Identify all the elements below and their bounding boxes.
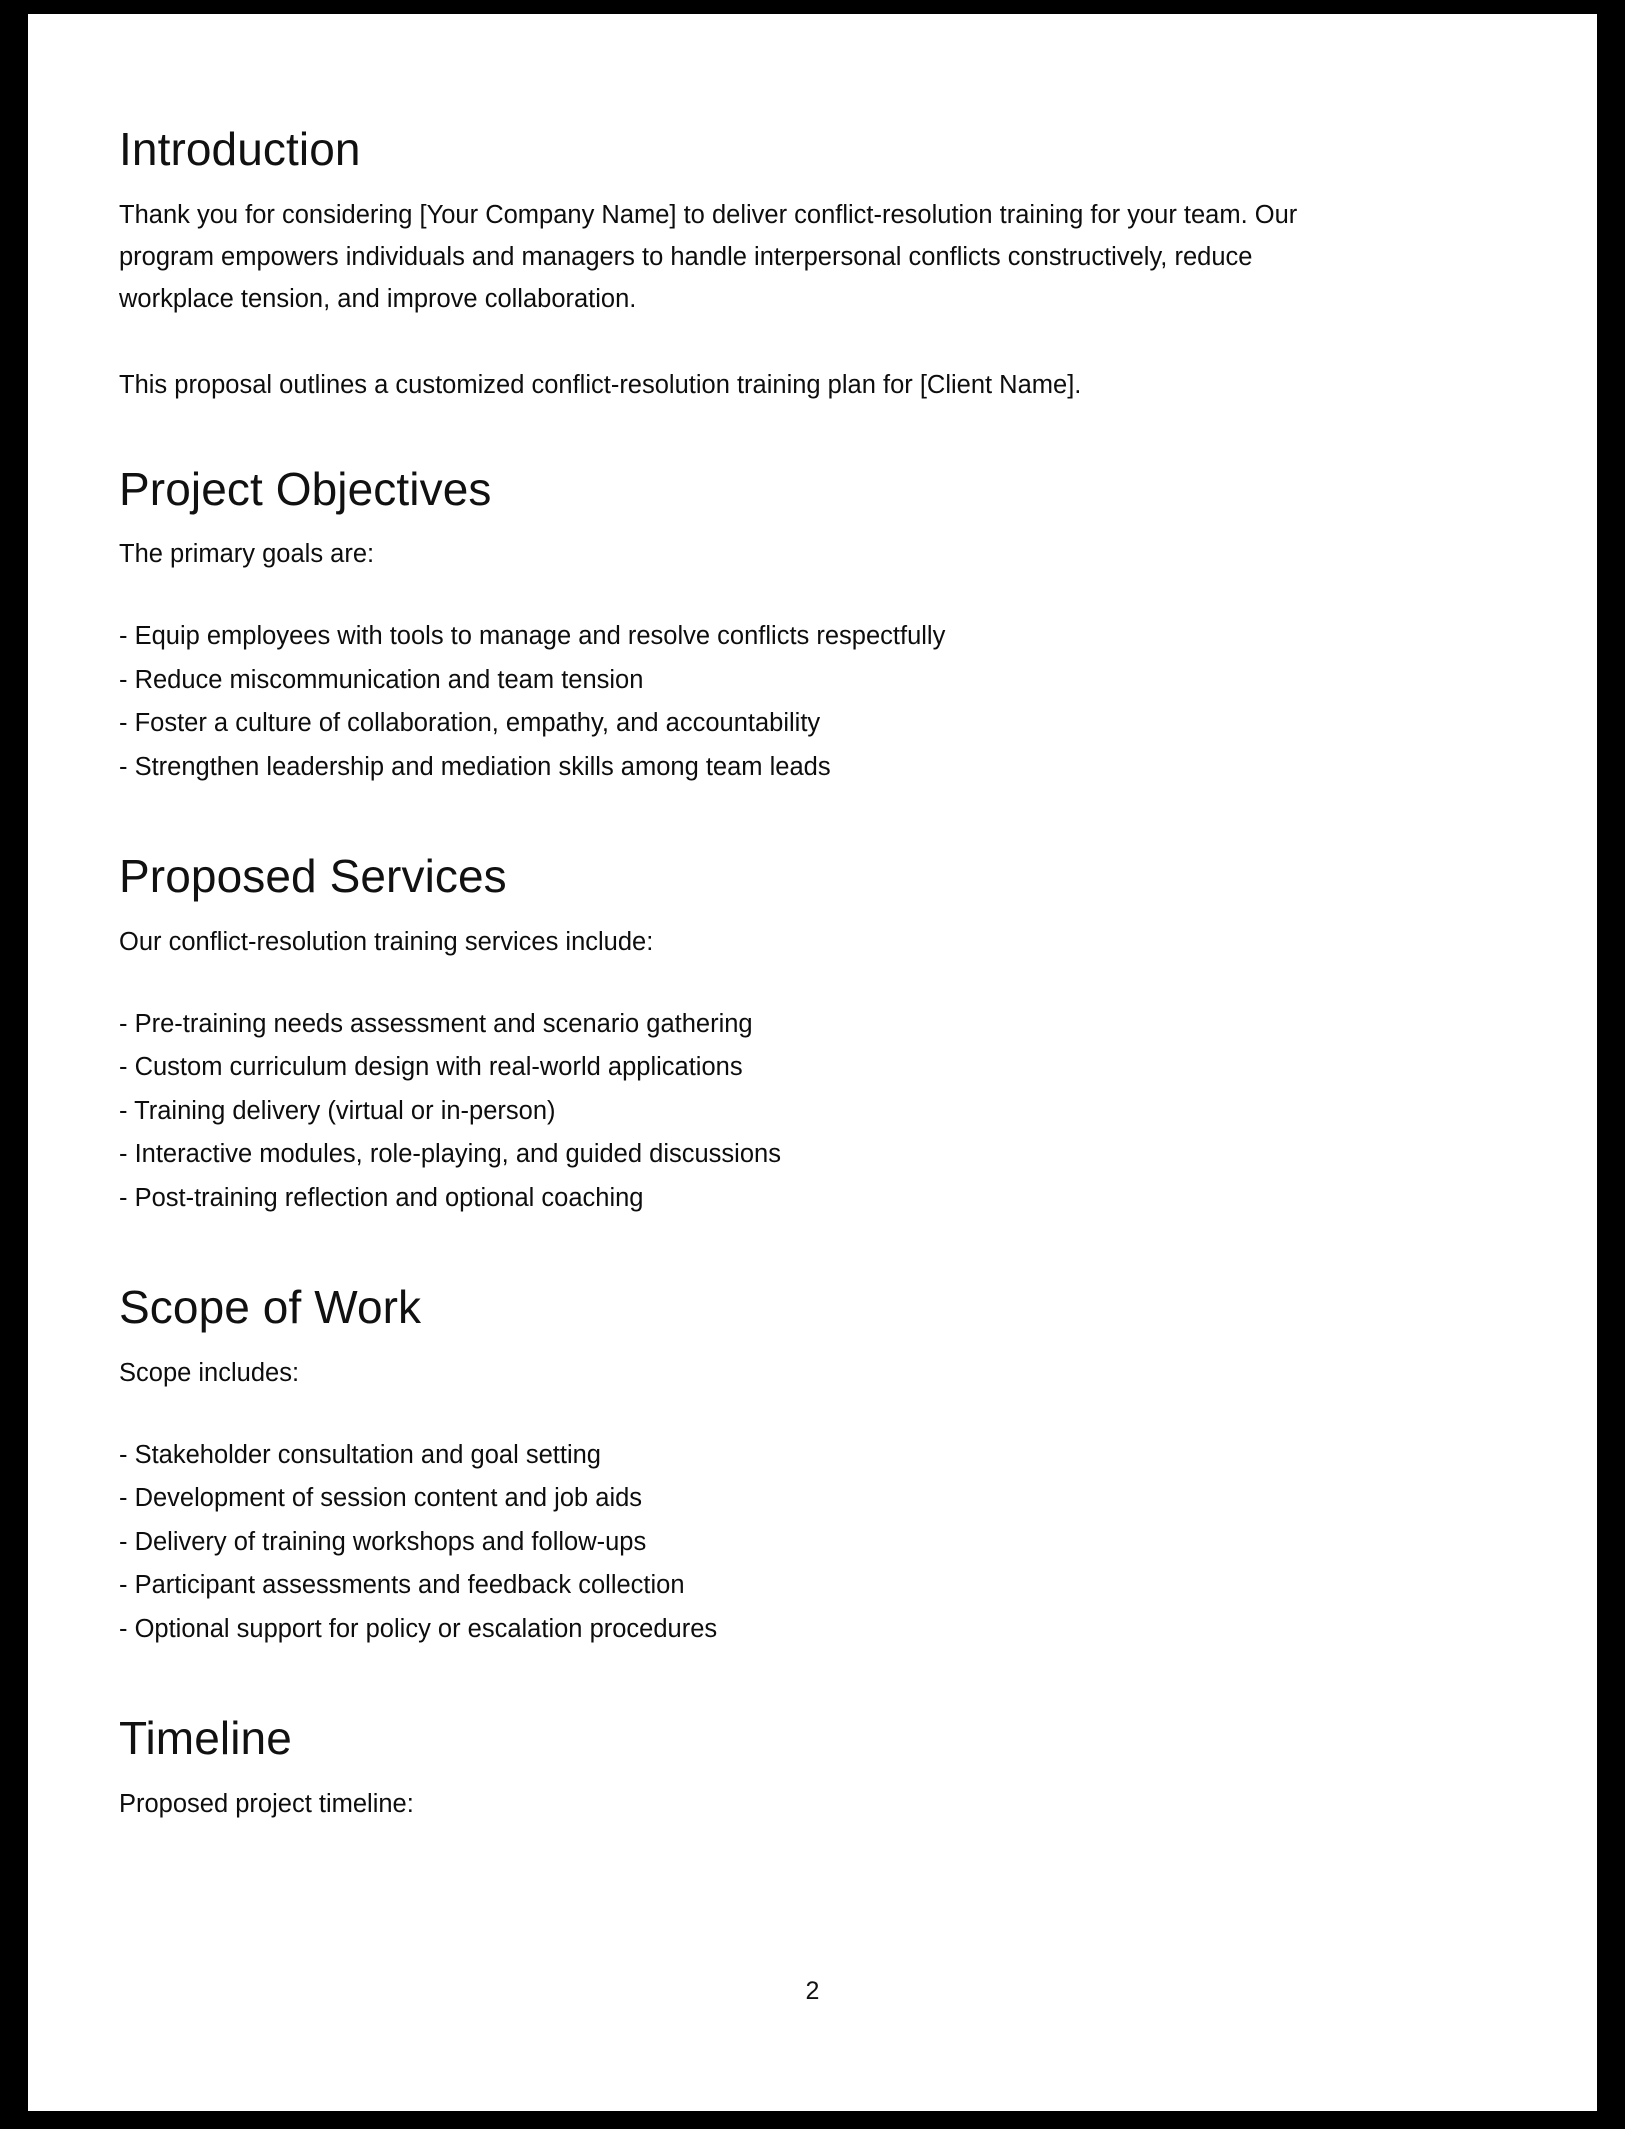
list-scope-of-work <box>119 1434 1419 1652</box>
spacer <box>119 1651 1419 1713</box>
list-project-objectives <box>119 615 1419 789</box>
list-item: - Stakeholder consultation and goal setting <box>119 1440 601 1469</box>
spacer <box>119 1334 1419 1352</box>
list-item: - Foster a culture of collaboration, empathy, and accountability <box>119 709 821 738</box>
page-number: 2 <box>805 1977 820 2005</box>
spacer <box>119 789 1419 851</box>
paragraph-services-lead: Our conflict-resolution training services include: <box>119 927 654 956</box>
document-body <box>119 124 1419 1825</box>
spacer <box>119 575 1419 615</box>
spacer <box>119 903 1419 921</box>
spacer <box>119 515 1419 533</box>
spacer <box>119 1765 1419 1783</box>
document-page <box>28 14 1597 2111</box>
section-timeline <box>119 1713 1419 1825</box>
paragraph-intro-1: Thank you for considering [Your Company Name] to deliver conflict-resolution training for your team. Our program empowers individuals and managers to handle interpersonal conflicts constructively, reduce workplace tension, and improve collaboration. <box>119 200 1298 313</box>
list-item: - Strengthen leadership and mediation skills among team leads <box>119 752 831 781</box>
paragraph-timeline-lead: Proposed project timeline: <box>119 1789 414 1818</box>
section-project-objectives <box>119 464 1419 790</box>
spacer <box>119 963 1419 1003</box>
section-scope-of-work <box>119 1282 1419 1651</box>
section-heading-introduction: Introduction <box>119 123 361 175</box>
list-proposed-services <box>119 1003 1419 1221</box>
spacer <box>119 1394 1419 1434</box>
list-item: - Training delivery (virtual or in-person) <box>119 1096 556 1125</box>
spacer <box>119 1220 1419 1282</box>
spacer <box>119 406 1419 464</box>
list-item: - Custom curriculum design with real-world applications <box>119 1053 743 1082</box>
list-item: - Equip employees with tools to manage and resolve conflicts respectfully <box>119 622 946 651</box>
section-heading-scope-of-work: Scope of Work <box>119 1281 422 1334</box>
list-item: - Development of session content and job aids <box>119 1484 643 1513</box>
section-heading-proposed-services: Proposed Services <box>119 850 507 903</box>
spacer <box>119 176 1419 194</box>
list-item: - Participant assessments and feedback collection <box>119 1571 685 1600</box>
list-item: - Optional support for policy or escalation procedures <box>119 1614 718 1643</box>
paragraph-intro-2: This proposal outlines a customized conflict-resolution training plan for [Client Name]. <box>119 370 1082 399</box>
section-heading-project-objectives: Project Objectives <box>119 462 492 515</box>
list-item: - Post-training reflection and optional coaching <box>119 1183 644 1212</box>
paragraph-objectives-lead: The primary goals are: <box>119 540 375 569</box>
list-item: - Pre-training needs assessment and scenario gathering <box>119 1009 753 1038</box>
list-item: - Interactive modules, role-playing, and guided discussions <box>119 1140 781 1169</box>
spacer <box>119 320 1419 364</box>
section-introduction <box>119 124 1419 406</box>
paragraph-scope-lead: Scope includes: <box>119 1358 300 1387</box>
list-item: - Delivery of training workshops and follow-ups <box>119 1527 647 1556</box>
section-proposed-services <box>119 851 1419 1220</box>
section-heading-timeline: Timeline <box>119 1712 292 1765</box>
list-item: - Reduce miscommunication and team tension <box>119 665 644 694</box>
